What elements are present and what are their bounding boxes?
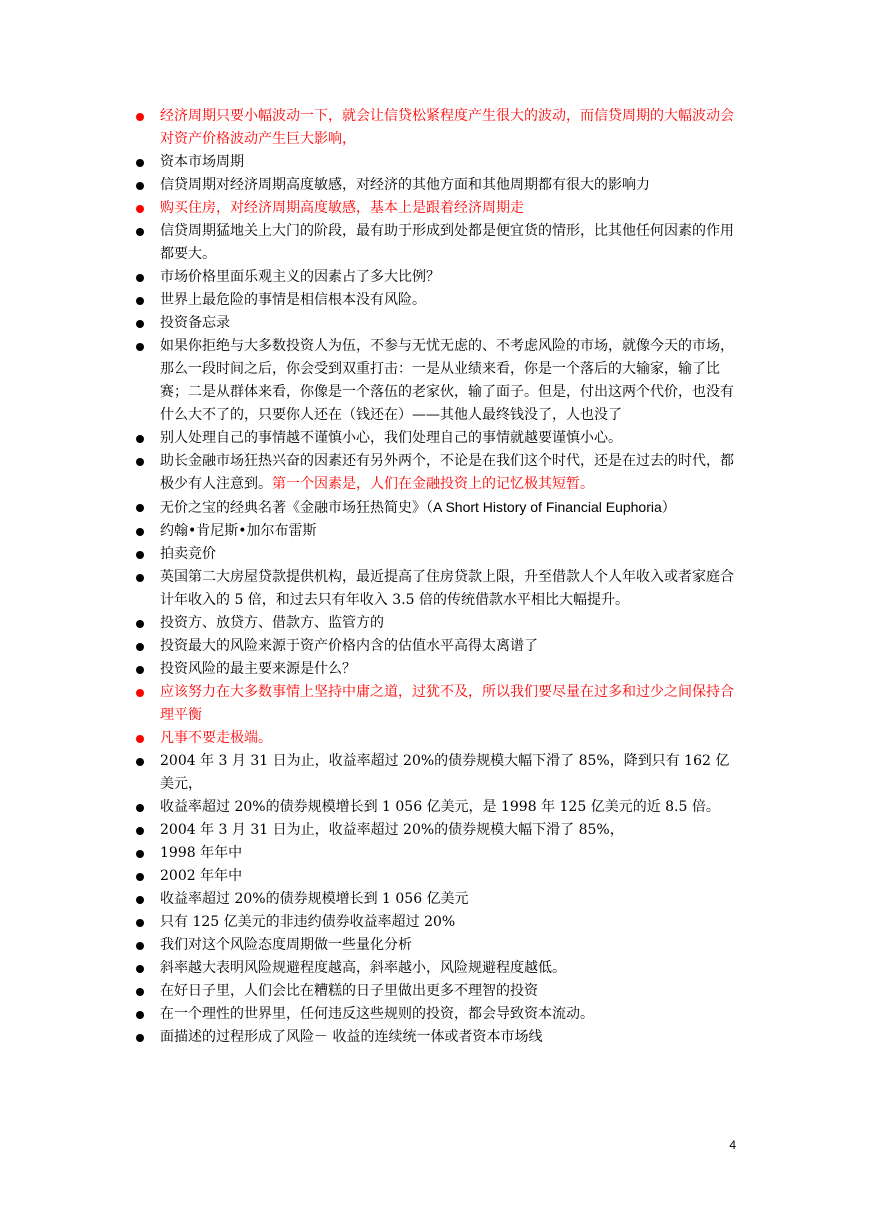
list-item: [132, 888, 742, 911]
list-item: [132, 819, 742, 842]
bullet-dot-icon: [136, 850, 144, 858]
list-item-text: 收益率超过 20%的债券规模增长到 1 056 亿美元: [160, 891, 469, 907]
list-item: [132, 635, 742, 658]
bullet-dot-icon: [136, 504, 144, 512]
list-item-text: 2004 年 3 月 31 日为止，收益率超过 20%的债券规模大幅下滑了 85%，: [160, 822, 624, 838]
list-item-text: 斜率越大表明风险规避程度越高，斜率越小，风险规避程度越低。: [160, 960, 566, 976]
bullet-dot-icon: [136, 182, 144, 190]
list-item: [132, 197, 742, 220]
list-item-text: 只有 125 亿美元的非违约债券收益率超过 20%: [160, 914, 456, 930]
list-item-highlight-text: 第一个因素是，人们在金融投资上的记忆极其短暂。: [272, 476, 594, 492]
bullet-dot-icon: [136, 942, 144, 950]
bullet-dot-icon: [136, 689, 144, 697]
list-item: [132, 865, 742, 888]
list-item: [132, 174, 742, 197]
list-item-text: 信贷周期猛地关上大门的阶段，最有助于形成到处都是便宜货的情形，比其他任何因素的作用都要大。: [160, 223, 734, 262]
bullet-dot-icon: [136, 758, 144, 766]
bullet-dot-icon: [136, 919, 144, 927]
bullet-dot-icon: [136, 666, 144, 674]
list-item: [132, 1003, 742, 1026]
list-item-text: 助长金融市场狂热兴奋的因素还有另外两个，不论是在我们这个时代，还是在过去的时代，都极少有人注意到。: [160, 453, 734, 492]
list-item: [132, 151, 742, 174]
list-item-text: 收益率超过 20%的债券规模增长到 1 056 亿美元，是 1998 年 125 亿美元的近 8.5 倍。: [160, 799, 720, 815]
list-item-text: 凡事不要走极端。: [160, 730, 272, 746]
list-item-text: 1998 年年中: [160, 845, 243, 861]
list-item-text: 市场价格里面乐观主义的因素占了多大比例？: [160, 269, 440, 285]
bullet-dot-icon: [136, 205, 144, 213]
bullet-dot-icon: [136, 896, 144, 904]
list-item: [132, 566, 742, 612]
list-item: [132, 980, 742, 1003]
list-item: [132, 335, 742, 427]
list-item-closing: ）: [661, 500, 676, 516]
list-item-text: 约翰•肯尼斯•加尔布雷斯: [160, 523, 317, 539]
list-item-text: 投资最大的风险来源于资产价格内含的估值水平高得太离谱了: [160, 638, 538, 654]
list-item: [132, 612, 742, 635]
list-item-text: 信贷周期对经济周期高度敏感，对经济的其他方面和其他周期都有很大的影响力: [160, 177, 650, 193]
bullet-dot-icon: [136, 804, 144, 812]
bullet-dot-icon: [136, 343, 144, 351]
list-item: [132, 427, 742, 450]
list-item: [132, 658, 742, 681]
bullet-dot-icon: [136, 274, 144, 282]
bullet-dot-icon: [136, 113, 144, 121]
list-item-text: 在一个理性的世界里，任何违反这些规则的投资，都会导致资本流动。: [160, 1006, 594, 1022]
bullet-list: [132, 105, 742, 1049]
list-item-text: 如果你拒绝与大多数投资人为伍，不参与无忧无虑的、不考虑风险的市场，就像今天的市场，那么一段时间之后，你会受到双重打击：一是从业绩来看，你是一个落后的大输家，输了比赛；二是从群体来看，你像是一个落伍的老家伙，输了面子。但是，付出这两个代价，也没有什么大不了的，只要你人还在（钱还在）——其他人最终钱没了，人也没了: [160, 338, 734, 423]
list-item-text: 投资方、放贷方、借款方、监管方的: [160, 615, 384, 631]
list-item-text: 面描述的过程形成了风险－ 收益的连续统一体或者资本市场线: [160, 1029, 543, 1045]
bullet-dot-icon: [136, 228, 144, 236]
bullet-dot-icon: [136, 1034, 144, 1042]
list-item-text: 世界上最危险的事情是相信根本没有风险。: [160, 292, 426, 308]
bullet-dot-icon: [136, 528, 144, 536]
list-item-text: 投资备忘录: [160, 315, 230, 331]
bullet-dot-icon: [136, 551, 144, 559]
list-item-text: 经济周期只要小幅波动一下，就会让信贷松紧程度产生很大的波动，而信贷周期的大幅波动会对资产价格波动产生巨大影响，: [160, 108, 734, 147]
bullet-dot-icon: [136, 159, 144, 167]
bullet-dot-icon: [136, 574, 144, 582]
list-item-text: 我们对这个风险态度周期做一些量化分析: [160, 937, 412, 953]
list-item-text: 无价之宝的经典名著《金融市场狂热简史》（: [160, 500, 433, 516]
bullet-dot-icon: [136, 320, 144, 328]
list-item-book-title: A Short History of Financial Euphoria: [433, 499, 662, 515]
list-item-text: 拍卖竞价: [160, 546, 216, 562]
bullet-dot-icon: [136, 643, 144, 651]
list-item: [132, 289, 742, 312]
list-item: [132, 312, 742, 335]
list-item-text: 2002 年年中: [160, 868, 243, 884]
list-item: [132, 750, 742, 796]
bullet-dot-icon: [136, 735, 144, 743]
bullet-dot-icon: [136, 988, 144, 996]
bullet-dot-icon: [136, 620, 144, 628]
list-item-text: 投资风险的最主要来源是什么？: [160, 661, 356, 677]
list-item: [132, 543, 742, 566]
list-item: [132, 934, 742, 957]
list-item-text: 别人处理自己的事情越不谨慎小心，我们处理自己的事情就越要谨慎小心。: [160, 430, 622, 446]
list-item: [132, 796, 742, 819]
list-item: [132, 496, 742, 520]
bullet-dot-icon: [136, 827, 144, 835]
list-item-text: 英国第二大房屋贷款提供机构，最近提高了住房贷款上限，升至借款人个人年收入或者家庭合计年收入的 5 倍，和过去只有年收入 3.5 倍的传统借款水平相比大幅提升。: [160, 569, 734, 608]
bullet-dot-icon: [136, 873, 144, 881]
list-item: [132, 957, 742, 980]
list-item: [132, 266, 742, 289]
bullet-dot-icon: [136, 435, 144, 443]
list-item: [132, 727, 742, 750]
bullet-dot-icon: [136, 297, 144, 305]
list-item-text: 资本市场周期: [160, 154, 244, 170]
list-item-text: 在好日子里，人们会比在糟糕的日子里做出更多不理智的投资: [160, 983, 538, 999]
list-item: [132, 911, 742, 934]
page-number: 4: [729, 1138, 736, 1152]
list-item: [132, 220, 742, 266]
list-item-text: 2004 年 3 月 31 日为止，收益率超过 20%的债券规模大幅下滑了 85%，降到只有 162 亿美元，: [160, 753, 730, 792]
list-item-text: 购买住房，对经济周期高度敏感，基本上是跟着经济周期走: [160, 200, 524, 216]
list-item-text: 应该努力在大多数事情上坚持中庸之道，过犹不及，所以我们要尽量在过多和过少之间保持合理平衡: [160, 684, 734, 723]
list-item: [132, 1026, 742, 1049]
bullet-dot-icon: [136, 1011, 144, 1019]
list-item: [132, 450, 742, 496]
list-item: [132, 681, 742, 727]
list-item: [132, 520, 742, 543]
bullet-dot-icon: [136, 458, 144, 466]
bullet-dot-icon: [136, 965, 144, 973]
list-item: [132, 105, 742, 151]
list-item: [132, 842, 742, 865]
